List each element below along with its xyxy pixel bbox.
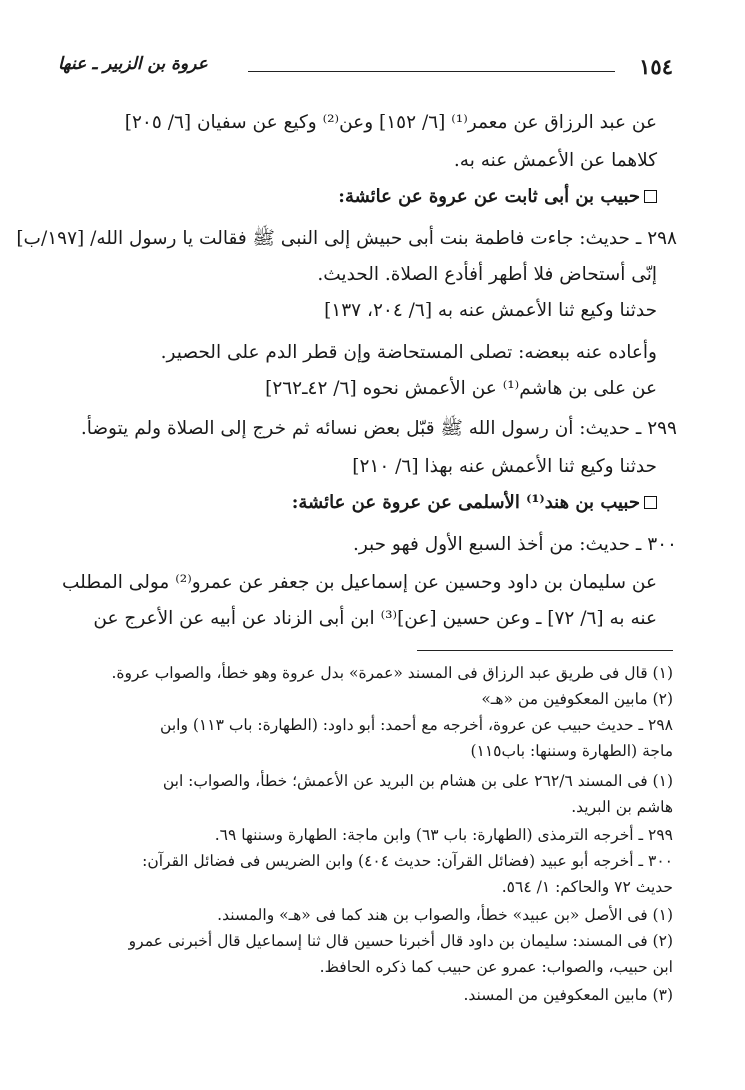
running-title: عروة بن الزبير ـ عنها: [58, 54, 208, 74]
footnote-line: (١) فى المسند ٢٦٢/٦ على بن هشام بن البريد عن الأعمش؛ خطأ، والصواب: ابن: [162, 772, 673, 790]
text-line: إنّى أستحاض فلا أطهر أفأدع الصلاة. الحديث.: [317, 264, 657, 285]
footnote-line: حديث ٧٢ والحاكم: ١/ ٥٦٤.: [501, 878, 673, 896]
section-heading-text: حبيب بن أبى ثابت عن عروة عن عائشة:: [338, 186, 640, 207]
section-heading-text: حبيب بن هند⁽¹⁾ الأسلمى عن عروة عن عائشة:: [291, 492, 640, 513]
section-square-icon: [644, 190, 657, 203]
text-line: عن عبد الرزاق عن معمر⁽¹⁾ [٦/ ١٥٢] وعن⁽²⁾ وكيع عن سفيان [٦/ ٢٠٥]: [124, 112, 657, 133]
text-line: حدثنا وكيع ثنا الأعمش عنه به [٦/ ٢٠٤، ١٣٧]: [324, 300, 657, 321]
footnote-line: ماجة (الطهارة وسننها: باب١١٥): [470, 742, 673, 760]
text-line: عن على بن هاشم⁽¹⁾ عن الأعمش نحوه [٦/ ٤٢ـ٢٦٢]: [265, 378, 657, 399]
footnote-line: (١) فى الأصل «بن عبيد» خطأ، والصواب بن هند كما فى «هـ» والمسند.: [217, 906, 673, 924]
hadith-300: ٣٠٠ ـ حديث: من أخذ السبع الأول فهو حبر.: [352, 534, 677, 555]
footnote-line: ٣٠٠ ـ أخرجه أبو عبيد (فضائل القرآن: حديث ٤٠٤) وابن الضريس فى فضائل القرآن:: [142, 852, 673, 870]
section-square-icon: [644, 496, 657, 509]
text-line: وأعاده عنه ببعضه: تصلى المستحاضة وإن قطر الدم على الحصير.: [160, 342, 657, 363]
footnote-line: ٢٩٨ ـ حديث حبيب عن عروة، أخرجه مع أحمد: أبو داود: (الطهارة: باب ١١٣) وابن: [160, 716, 673, 734]
page-number: ١٥٤: [639, 54, 673, 79]
footnote-line: ٢٩٩ ـ أخرجه الترمذى (الطهارة: باب ٦٣) وابن ماجة: الطهارة وسننها ٦٩.: [214, 826, 673, 844]
hadith-298: ٢٩٨ ـ حديث: جاءت فاطمة بنت أبى حبيش إلى النبى ﷺ فقالت يا رسول الله/ [١٩٧/ب]: [16, 228, 677, 249]
running-header: [58, 50, 673, 80]
hadith-299: ٢٩٩ ـ حديث: أن رسول الله ﷺ قبّل بعض نسائه ثم خرج إلى الصلاة ولم يتوضأ.: [80, 418, 677, 439]
footnote-line: (٢) فى المسند: سليمان بن داود قال أخبرنا حسين قال ثنا إسماعيل قال أخبرنى عمرو: [128, 932, 673, 950]
footnote-line: (٣) مابين المعكوفين من المسند.: [463, 986, 673, 1004]
text-line: عن سليمان بن داود وحسين عن إسماعيل بن جعفر عن عمرو⁽²⁾ مولى المطلب: [61, 572, 657, 593]
header-rule: [248, 71, 615, 72]
footnote-line: ابن حبيب، والصواب: عمرو عن حبيب كما ذكره الحافظ.: [319, 958, 673, 976]
section-heading: [292, 490, 657, 516]
footnote-line: (٢) مابين المعكوفين من «هـ»: [481, 690, 673, 708]
footnote-divider: [417, 650, 673, 651]
footnote-line: هاشم بن البريد.: [571, 798, 673, 816]
footnote-line: (١) قال فى طريق عبد الرزاق فى المسند «عمرة» بدل عروة وهو خطأ، والصواب عروة.: [111, 664, 673, 682]
text-line: حدثنا وكيع ثنا الأعمش عنه بهذا [٦/ ٢١٠]: [352, 456, 657, 477]
section-heading: [338, 184, 657, 210]
text-line: كلاهما عن الأعمش عنه به.: [453, 150, 657, 171]
text-line: عنه به [٦/ ٧٢] ـ وعن حسين [عن]⁽³⁾ ابن أبى الزناد عن أبيه عن الأعرج عن: [93, 608, 657, 629]
